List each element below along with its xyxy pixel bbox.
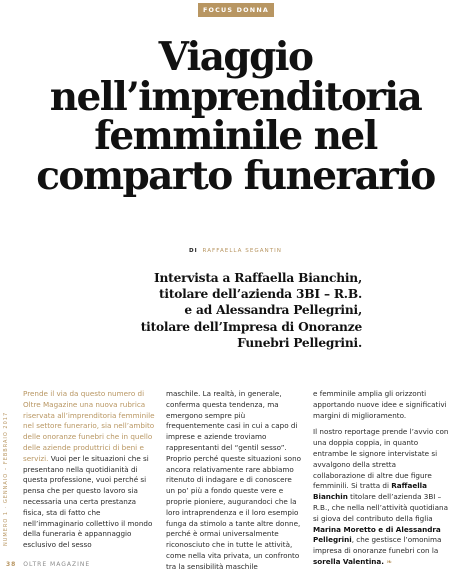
subhead <box>110 270 362 351</box>
body-paragraph <box>313 427 449 567</box>
headline-line: Viaggio <box>158 34 313 80</box>
page-number: 38 <box>6 561 17 568</box>
headline-line: comparto funerario <box>36 152 435 199</box>
subhead-line: titolare dell’azienda 3BI – R.B. <box>158 287 362 302</box>
lead-paragraph: Prende il via da questo numero di Oltre Magazine una nuova rubrica riservata all’imprenditoria femminile nel settore funerario, sia nell’ambito delle onoranze funebri che in quello delle aziende produttrici di beni e servizi. <box>23 389 155 463</box>
body-column-2 <box>166 389 303 579</box>
magazine-name: OLTRE MAGAZINE <box>23 561 91 568</box>
page-footer <box>6 561 90 568</box>
person-name: sorella Valentina. <box>313 556 384 566</box>
headline <box>0 34 471 199</box>
body-text: maschile. La realtà, in generale, conferma questa tendenza, ma emergono sempre più frequentemente casi in cui a capo di imprese e aziende troviamo rappresentanti del “gentil sesso”. Proprio perché queste situazioni sono ancora relativamente rare abbiamo ritenuto di indagare e di conoscere un po’ più a fondo queste vere e proprie pioniere, augurandoci che la loro intraprendenza e il loro esempio funga da stimolo a tante altre donne, perché è ormai universalmente riconosciuto che in tutte le attività, come nella vita privata, un confronto tra la sensibilità maschile <box>166 389 302 571</box>
body-column-3 <box>313 389 449 574</box>
subhead-line: Funebri Pellegrini. <box>237 335 362 350</box>
byline-author: RAFFAELLA SEGANTIN <box>202 248 282 254</box>
byline <box>0 248 471 254</box>
body-column-1 <box>23 389 158 557</box>
issue-folio: NUMERO 1 · GENNAIO – FEBBRAIO 2017 <box>3 411 9 546</box>
headline-line: nell’imprenditoria <box>49 73 422 120</box>
subhead-line: Intervista a Raffaella Bianchin, <box>154 271 362 285</box>
subhead-line: titolare dell’Impresa di Onoranze <box>140 319 362 334</box>
headline-line: femminile nel <box>94 113 377 159</box>
body-text: titolare dell’azienda 3BI – R.B., che nella nell’attività quotidiana si giova del contributo della figlia <box>313 492 448 523</box>
person-name: Raffaella Bianchin <box>313 481 427 502</box>
person-name: Marina Moretto e di Alessandra Pellegrini <box>313 524 441 545</box>
subhead-line: e ad Alessandra Pellegrini, <box>184 303 362 318</box>
body-text: Vuoi per le situazioni che si presentano nella quotidianità di questa professione, vuoi perché si pensa che per questo lavoro sia necessaria una certa prestanza fisica, sta di fatto che nell’immaginario collettivo il mondo della funeraria è appannaggio esclusivo del sesso <box>23 453 153 550</box>
end-mark-icon: ❧ <box>386 557 393 566</box>
section-tag: FOCUS DONNA <box>198 3 274 17</box>
byline-prefix: DI <box>189 248 198 254</box>
body-text: e femminile amplia gli orizzonti apportando nuove idee e significativi margini di miglioramento. <box>313 389 447 420</box>
body-text: Il nostro reportage prende l’avvio con una doppia coppia, in quanto entrambe le signore intervistate si avvalgono della stretta collaborazione di altre due figure femminili. Si tratta di <box>313 427 449 491</box>
body-text: , che gestisce l’omonima impresa di onoranze funebri con la <box>313 535 442 556</box>
